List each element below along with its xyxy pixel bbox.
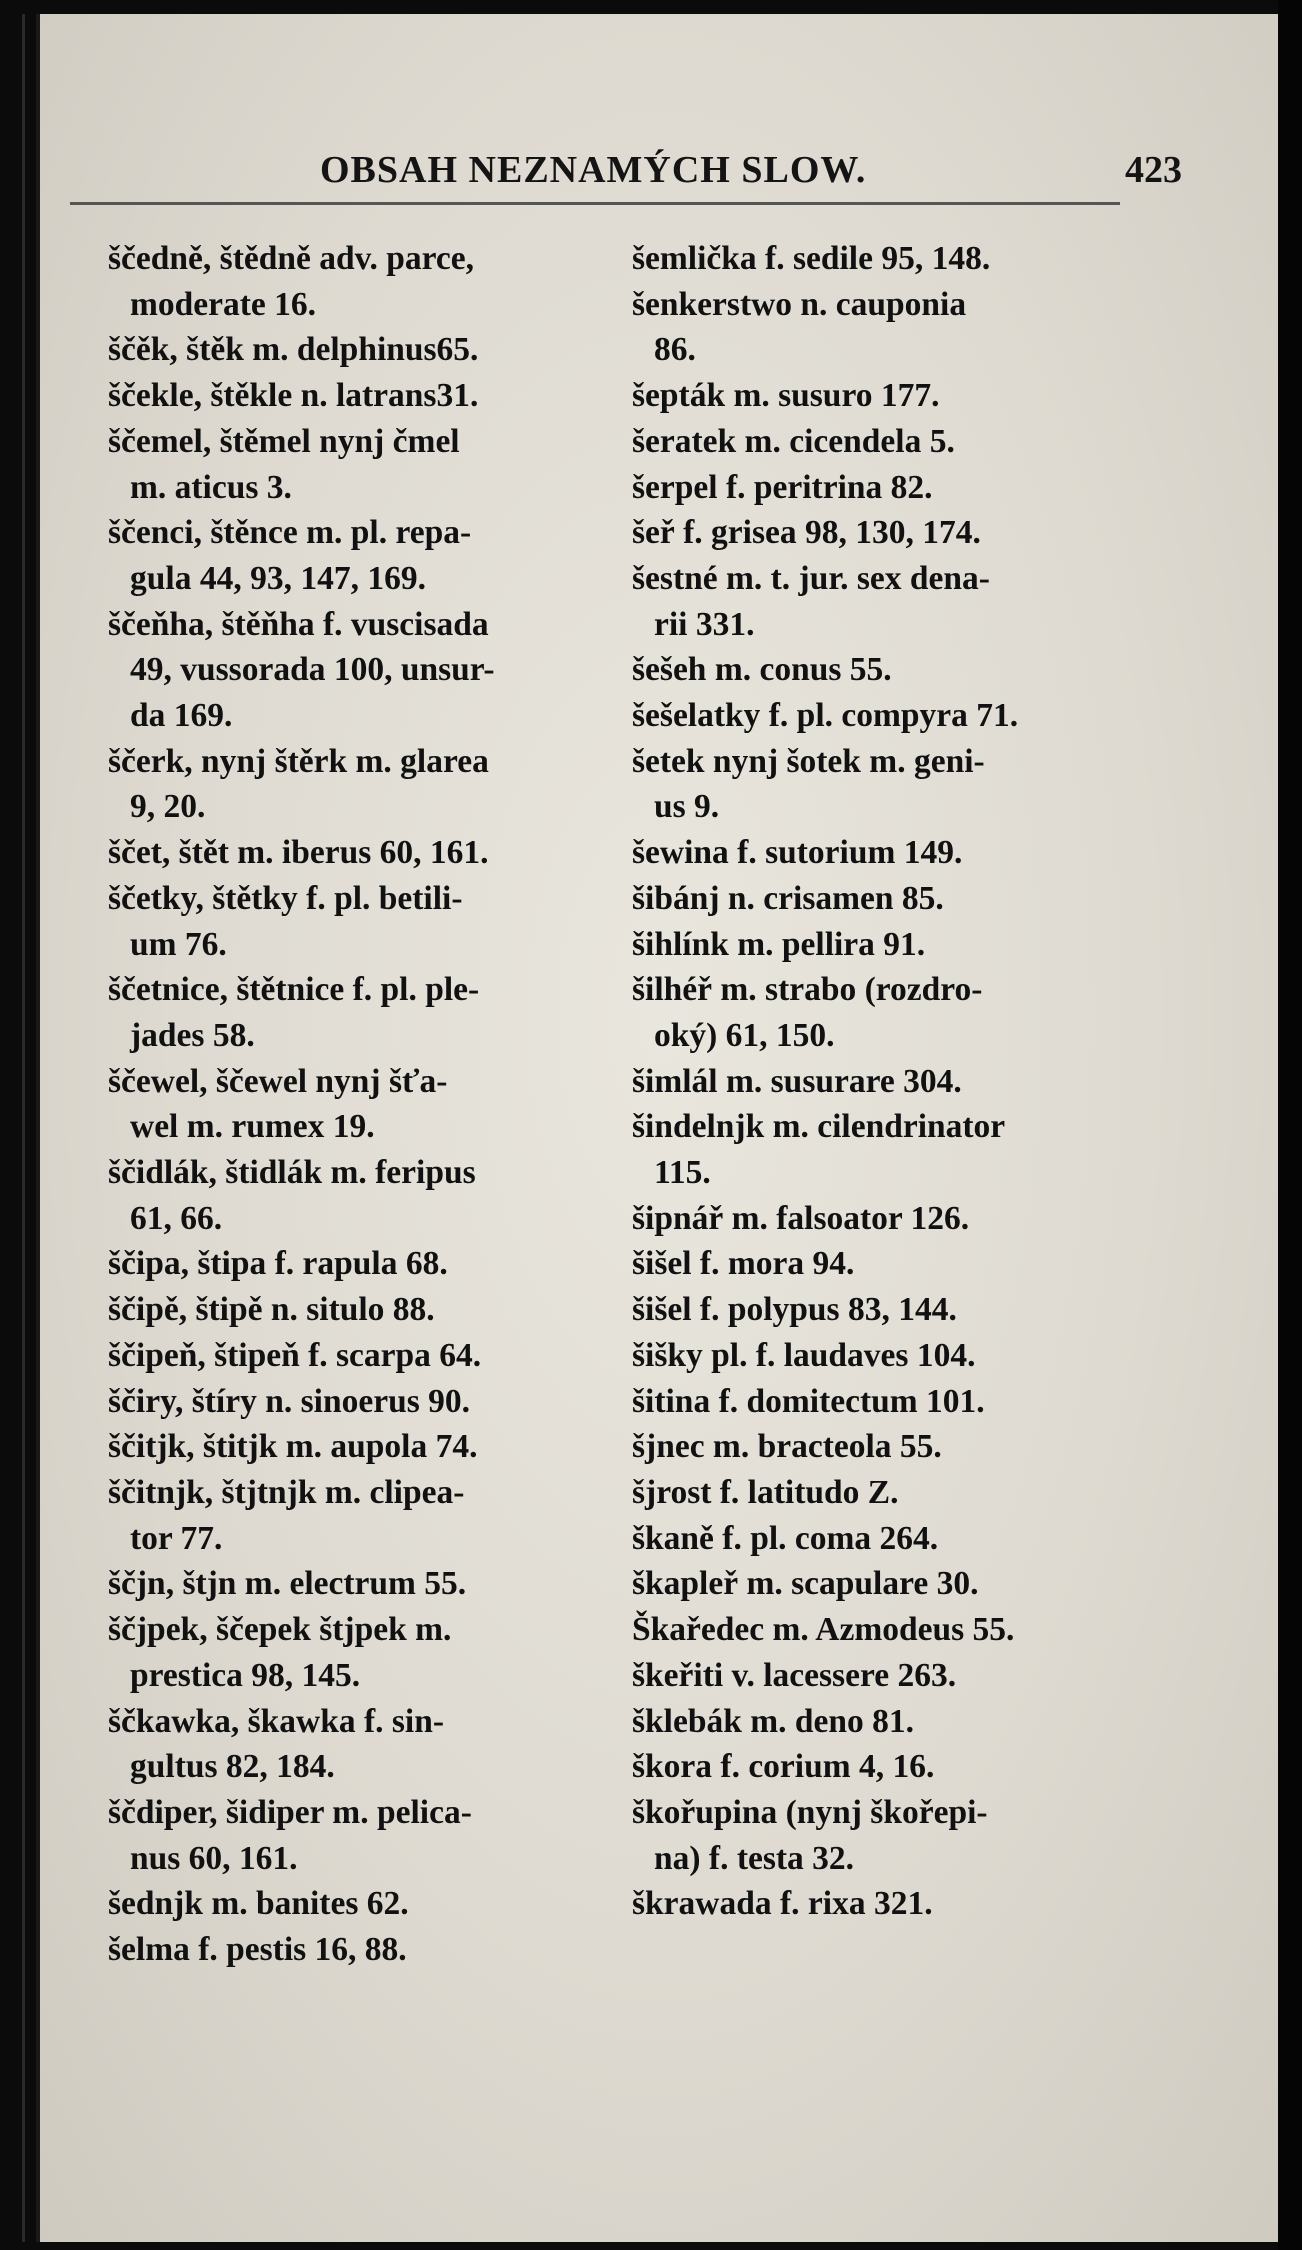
index-entry [108, 967, 608, 1058]
left-column [108, 236, 608, 1973]
entry-headword-line: šihlínk m. pellira 91. [632, 925, 926, 963]
entry-continuation-line: nus 60, 161. [130, 1839, 298, 1877]
index-entry [632, 1790, 1132, 1881]
entry-headword-line: ščekle, štěkle n. latrans31. [108, 377, 479, 415]
entry-headword-line: ščjpek, ščepek štjpek m. [108, 1611, 452, 1649]
entry-headword-line: šišel f. mora 94. [632, 1245, 855, 1283]
entry-headword-line: šenkerstwo n. cauponia [632, 285, 967, 323]
page-title: OBSAH NEZNAMÝCH SLOW. [320, 149, 867, 191]
entry-continuation-line: 49, vussorada 100, unsur- [130, 651, 495, 689]
entry-headword-line: škořupina (nynj škořepi- [632, 1793, 988, 1831]
entry-headword-line: Škaředec m. Azmodeus 55. [632, 1611, 1015, 1649]
entry-headword-line: ščipě, štipě n. situlo 88. [108, 1291, 435, 1329]
index-entry [108, 1333, 608, 1379]
index-entry [632, 1287, 1132, 1333]
entry-headword-line: šipnář m. falsoator 126. [632, 1199, 970, 1237]
index-entry [108, 739, 608, 830]
entry-continuation-line: um 76. [130, 925, 227, 963]
entry-headword-line: šetek nynj šotek m. geni- [632, 742, 985, 780]
index-entry [632, 1744, 1132, 1790]
index-entry [632, 830, 1132, 876]
entry-headword-line: šepták m. susuro 177. [632, 377, 940, 415]
index-entry [108, 510, 608, 601]
entry-headword-line: šišky pl. f. laudaves 104. [632, 1336, 976, 1374]
entry-headword-line: ščet, štět m. iberus 60, 161. [108, 834, 489, 872]
entry-continuation-line: na) f. testa 32. [654, 1839, 855, 1877]
page-header [70, 148, 1182, 198]
entry-headword-line: šešeh m. conus 55. [632, 651, 892, 689]
entry-continuation-line: gultus 82, 184. [130, 1748, 335, 1786]
entry-headword-line: šednjk m. banites 62. [108, 1885, 409, 1923]
index-entry [108, 1150, 608, 1241]
entry-headword-line: ščitjk, štitjk m. aupola 74. [108, 1428, 478, 1466]
right-column [632, 236, 1132, 1927]
entry-continuation-line: wel m. rumex 19. [130, 1108, 375, 1146]
entry-headword-line: šeř f. grisea 98, 130, 174. [632, 514, 981, 552]
index-entry [632, 1516, 1132, 1562]
entry-continuation-line: 9, 20. [130, 788, 206, 826]
index-entry [632, 510, 1132, 556]
entry-headword-line: ščetnice, štětnice f. pl. ple- [108, 971, 480, 1009]
entry-headword-line: škapleř m. scapulare 30. [632, 1565, 979, 1603]
entry-headword-line: ščidlák, štidlák m. feripus [108, 1154, 476, 1192]
index-entry [632, 647, 1132, 693]
index-entry [632, 1379, 1132, 1425]
index-entry [632, 1653, 1132, 1699]
entry-headword-line: ščerk, nynj štěrk m. glarea [108, 742, 489, 780]
entry-headword-line: škaně f. pl. coma 264. [632, 1519, 939, 1557]
index-entry [108, 602, 608, 739]
index-entry [108, 1881, 608, 1927]
index-entry [632, 967, 1132, 1058]
entry-headword-line: ščitnjk, štjtnjk m. clipea- [108, 1473, 465, 1511]
entry-continuation-line: prestica 98, 145. [130, 1656, 361, 1694]
entry-headword-line: šewina f. sutorium 149. [632, 834, 963, 872]
index-entry [108, 1561, 608, 1607]
index-entry [632, 739, 1132, 830]
entry-headword-line: ščemel, štěmel nynj čmel [108, 422, 460, 460]
index-entry [108, 1059, 608, 1150]
index-entry [108, 1607, 608, 1698]
entry-continuation-line: tor 77. [130, 1519, 223, 1557]
index-entry [632, 1104, 1132, 1195]
gutter-line [22, 14, 25, 2242]
index-entry [632, 282, 1132, 373]
page-edge-shadow [1278, 0, 1302, 2250]
index-entry [108, 236, 608, 327]
index-entry [108, 373, 608, 419]
index-entry [632, 1333, 1132, 1379]
index-entry [632, 1881, 1132, 1927]
index-entry [632, 876, 1132, 922]
entry-headword-line: šklebák m. deno 81. [632, 1702, 915, 1740]
entry-headword-line: ščenci, štěnce m. pl. repa- [108, 514, 472, 552]
entry-headword-line: ščeňha, štěňha f. vuscisada [108, 605, 489, 643]
index-entry [632, 1470, 1132, 1516]
index-entry [632, 1059, 1132, 1105]
entry-headword-line: šešelatky f. pl. compyra 71. [632, 697, 1019, 735]
index-entry [108, 1424, 608, 1470]
entry-headword-line: ščjn, štjn m. electrum 55. [108, 1565, 467, 1603]
entry-headword-line: ščěk, štěk m. delphinus65. [108, 331, 479, 369]
entry-headword-line: šindelnjk m. cilendrinator [632, 1108, 1006, 1146]
index-entry [632, 922, 1132, 968]
index-entry [108, 1287, 608, 1333]
index-entry [108, 1379, 608, 1425]
entry-headword-line: ščipa, štipa f. rapula 68. [108, 1245, 448, 1283]
index-entry [632, 236, 1132, 282]
entry-headword-line: šelma f. pestis 16, 88. [108, 1931, 407, 1969]
entry-continuation-line: jades 58. [130, 1016, 255, 1054]
entry-headword-line: šjnec m. bracteola 55. [632, 1428, 942, 1466]
header-rule [70, 202, 1120, 205]
index-entry [632, 1561, 1132, 1607]
index-entry [632, 556, 1132, 647]
index-entry [108, 327, 608, 373]
index-entry [108, 830, 608, 876]
entry-continuation-line: m. aticus 3. [130, 468, 292, 506]
index-entry [108, 1699, 608, 1790]
entry-headword-line: ščedně, štědně adv. parce, [108, 240, 475, 277]
index-entry [632, 1241, 1132, 1287]
entry-continuation-line: 86. [654, 331, 696, 369]
entry-headword-line: šestné m. t. jur. sex dena- [632, 559, 990, 597]
index-entry [632, 465, 1132, 511]
index-entry [108, 876, 608, 967]
entry-headword-line: šeratek m. cicendela 5. [632, 422, 955, 460]
entry-headword-line: ščipeň, štipeň f. scarpa 64. [108, 1336, 482, 1374]
entry-continuation-line: gula 44, 93, 147, 169. [130, 559, 426, 597]
index-entry [632, 1196, 1132, 1242]
index-entry [632, 1424, 1132, 1470]
entry-continuation-line: 115. [654, 1154, 711, 1192]
entry-continuation-line: us 9. [654, 788, 720, 826]
entry-headword-line: škeřiti v. lacessere 263. [632, 1656, 957, 1694]
entry-headword-line: ščewel, ščewel nynj šťa- [108, 1062, 448, 1100]
index-entry [108, 1470, 608, 1561]
entry-headword-line: ščetky, štětky f. pl. betili- [108, 879, 463, 917]
entry-headword-line: šitina f. domitectum 101. [632, 1382, 985, 1420]
entry-continuation-line: moderate 16. [130, 285, 317, 323]
index-entry [108, 1790, 608, 1881]
index-entry [108, 419, 608, 510]
entry-continuation-line: 61, 66. [130, 1199, 223, 1237]
entry-headword-line: ščdiper, šidiper m. pelica- [108, 1793, 472, 1831]
entry-headword-line: šimlál m. susurare 304. [632, 1062, 962, 1100]
entry-headword-line: šerpel f. peritrina 82. [632, 468, 933, 506]
entry-headword-line: šilhéř m. strabo (rozdro- [632, 971, 983, 1009]
entry-headword-line: šibánj n. crisamen 85. [632, 879, 944, 917]
entry-headword-line: šemlička f. sedile 95, 148. [632, 240, 991, 277]
entry-continuation-line: rii 331. [654, 605, 755, 643]
page-number: 423 [1125, 149, 1182, 191]
entry-headword-line: škora f. corium 4, 16. [632, 1748, 935, 1786]
index-entry [108, 1241, 608, 1287]
index-entry [632, 1699, 1132, 1745]
entry-headword-line: šišel f. polypus 83, 144. [632, 1291, 957, 1329]
index-entry [632, 1607, 1132, 1653]
entry-continuation-line: da 169. [130, 697, 233, 735]
entry-headword-line: ščiry, štíry n. sinoerus 90. [108, 1382, 470, 1420]
index-entry [108, 1927, 608, 1973]
index-entry [632, 419, 1132, 465]
entry-continuation-line: oký) 61, 150. [654, 1016, 835, 1054]
entry-headword-line: ščkawka, škawka f. sin- [108, 1702, 445, 1740]
index-entry [632, 373, 1132, 419]
index-entry [632, 693, 1132, 739]
entry-headword-line: škrawada f. rixa 321. [632, 1885, 933, 1923]
entry-headword-line: šjrost f. latitudo Z. [632, 1473, 899, 1511]
